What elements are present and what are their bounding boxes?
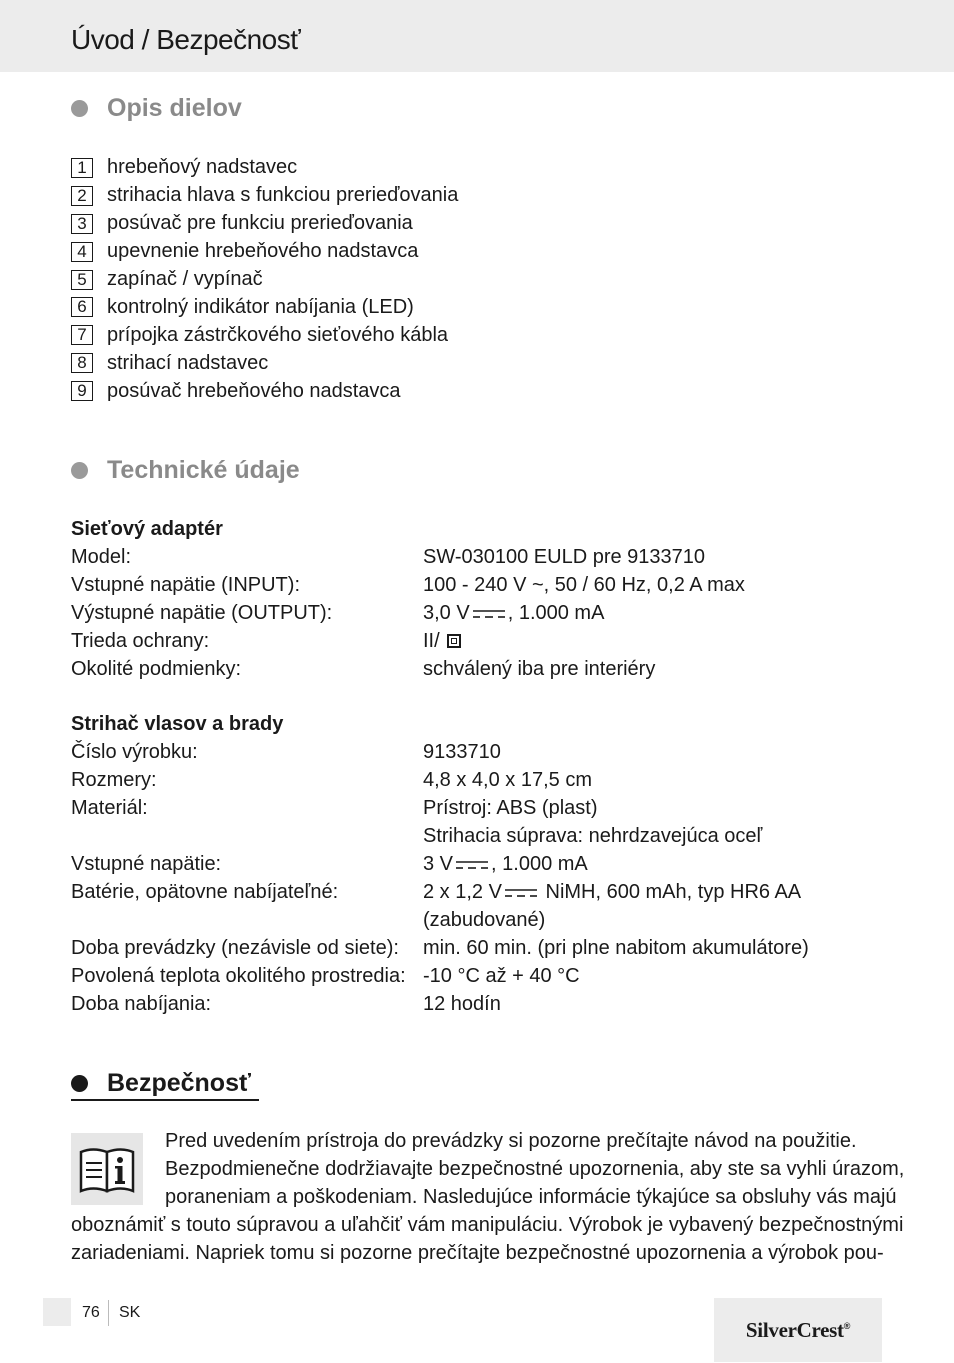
- spec-row: [71, 627, 893, 655]
- info-book-icon: [71, 1133, 143, 1205]
- part-label: zapínač / vypínač: [107, 268, 263, 290]
- bullet-dot-icon: [71, 462, 88, 479]
- protection-class: II/: [423, 630, 440, 652]
- part-label: hrebeňový nadstavec: [107, 156, 298, 179]
- part-number: 4: [71, 242, 93, 262]
- list-item: [71, 266, 458, 294]
- bullet-dot-icon: [71, 1075, 88, 1092]
- spec-row: [71, 543, 893, 571]
- part-label: prípojka zástrčkového sieťového kábla: [107, 323, 449, 346]
- spec-label: Trieda ochrany:: [71, 630, 210, 652]
- spec-row: [71, 822, 893, 850]
- spec-value: -10 °C až + 40 °C: [423, 965, 580, 987]
- safety-heading: [71, 1069, 251, 1098]
- page-number: 76: [82, 1304, 100, 1321]
- spec-label: Povolená teplota okolitého prostredia:: [71, 965, 406, 987]
- battery-voltage: 2 x 1,2 V: [423, 881, 502, 903]
- list-item: [71, 210, 458, 238]
- spec-row: [71, 738, 893, 766]
- output-voltage: 3,0 V: [423, 602, 470, 624]
- safety-line: Pred uvedením prístroja do prevádzky si pozorne prečítajte návod na použitie.: [165, 1130, 857, 1152]
- footer-divider: [108, 1300, 109, 1326]
- spec-label: Číslo výrobku:: [71, 741, 198, 763]
- part-number: 3: [71, 214, 93, 234]
- spec-label: Vstupné napätie (INPUT):: [71, 574, 300, 596]
- spec-label: [71, 906, 423, 934]
- spec-value: [423, 627, 893, 655]
- spec-value: [423, 599, 893, 627]
- registered-mark: ®: [843, 1320, 851, 1331]
- direct-current-icon: [455, 860, 489, 870]
- direct-current-icon: [504, 888, 538, 898]
- part-number: 1: [71, 158, 93, 178]
- part-label: strihací nadstavec: [107, 351, 269, 374]
- spec-label: Rozmery:: [71, 769, 157, 791]
- parts-heading: [71, 94, 242, 123]
- list-item: [71, 349, 458, 377]
- parts-heading-text: Opis dielov: [107, 94, 242, 122]
- spec-value: SW-030100 EULD pre 9133710: [423, 546, 706, 568]
- spec-label: Vstupné napätie:: [71, 853, 222, 875]
- spec-row: [71, 599, 893, 627]
- spec-label: Doba prevádzky (nezávisle od siete):: [71, 937, 399, 959]
- part-label: posúvač hrebeňového nadstavca: [107, 379, 401, 402]
- list-item: [71, 293, 458, 321]
- language-code: SK: [119, 1304, 141, 1321]
- part-number: 6: [71, 297, 93, 317]
- spec-label: Okolité podmienky:: [71, 658, 242, 680]
- spec-value: 4,8 x 4,0 x 17,5 cm: [423, 769, 592, 791]
- part-label: kontrolný indikátor nabíjania (LED): [107, 295, 414, 318]
- spec-row: [71, 990, 893, 1018]
- spec-value: Prístroj: ABS (plast): [423, 797, 598, 819]
- part-number: 7: [71, 325, 93, 345]
- spec-label: Batérie, opätovne nabíjateľné:: [71, 881, 339, 903]
- spec-row: [71, 850, 893, 878]
- safety-heading-text: Bezpečnosť: [107, 1069, 251, 1097]
- spec-row: [71, 934, 893, 962]
- part-label: upevnenie hrebeňového nadstavca: [107, 240, 419, 263]
- part-label: posúvač pre funkciu prerieďovania: [107, 212, 413, 235]
- list-item: [71, 182, 458, 210]
- spec-label: Materiál:: [71, 797, 148, 819]
- spec-value: (zabudované): [423, 909, 546, 931]
- list-item: [71, 321, 458, 349]
- part-number: 5: [71, 270, 93, 290]
- spec-value: 9133710: [423, 741, 501, 763]
- spec-row: [71, 655, 893, 683]
- part-number: 2: [71, 186, 93, 206]
- heading-underline: [71, 1099, 259, 1101]
- safety-line: zariadeniami. Napriek tomu si pozorne prečítajte bezpečnostné upozornenia a výrobok pou-: [71, 1242, 884, 1264]
- double-insulation-icon: [447, 634, 461, 648]
- spec-value: Strihacia súprava: nehrdzavejúca oceľ: [423, 825, 763, 847]
- footer-marker: [43, 1298, 71, 1326]
- trimmer-specs: [71, 710, 893, 1018]
- spec-value: [423, 850, 893, 878]
- output-current: , 1.000 mA: [507, 602, 605, 624]
- spec-value: 12 hodín: [423, 993, 501, 1015]
- spec-value: 100 - 240 V ~, 50 / 60 Hz, 0,2 A max: [423, 574, 745, 596]
- brand-logo: [714, 1298, 882, 1362]
- part-label: strihacia hlava s funkciou prerieďovania: [107, 184, 459, 207]
- safety-line: Bezpodmienečne dodržiavajte bezpečnostné upozornenia, aby ste sa vyhli úrazom,: [165, 1158, 905, 1180]
- spec-value: min. 60 min. (pri plne nabitom akumulátore): [423, 937, 809, 959]
- spec-label: Model:: [71, 546, 132, 568]
- battery-type: NiMH, 600 mAh, typ HR6 AA: [539, 881, 802, 903]
- bullet-dot-icon: [71, 100, 88, 117]
- safety-line: oboznámiť s touto súpravou a uľahčiť vám manipuláciu. Výrobok je vybavený bezpečnostnými: [71, 1214, 904, 1236]
- adapter-title: Sieťový adaptér: [71, 518, 223, 540]
- input-voltage: 3 V: [423, 853, 454, 875]
- brand-name: [746, 1318, 850, 1343]
- part-number: 8: [71, 353, 93, 373]
- spec-label: Výstupné napätie (OUTPUT):: [71, 602, 333, 624]
- trimmer-title: Strihač vlasov a brady: [71, 713, 284, 735]
- spec-row: [71, 794, 893, 822]
- list-item: [71, 377, 458, 405]
- spec-row: [71, 878, 893, 906]
- spec-row: [71, 766, 893, 794]
- tech-heading: [71, 456, 300, 485]
- spec-row: [71, 906, 893, 934]
- spec-row: [71, 571, 893, 599]
- tech-heading-text: Technické údaje: [107, 456, 300, 484]
- safety-line: poraneniam a poškodeniam. Nasledujúce informácie týkajúce sa obsluhy vás majú: [165, 1186, 897, 1208]
- spec-value: [423, 878, 893, 906]
- input-current: , 1.000 mA: [491, 853, 588, 875]
- spec-value: schválený iba pre interiéry: [423, 658, 656, 680]
- part-number: 9: [71, 381, 93, 401]
- parts-list: [71, 154, 458, 405]
- spec-label: [71, 822, 423, 850]
- spec-label: Doba nabíjania:: [71, 993, 212, 1015]
- adapter-specs: [71, 515, 893, 683]
- book-icon-graphic: [71, 1133, 143, 1205]
- direct-current-icon: [472, 609, 506, 619]
- list-item: [71, 154, 458, 182]
- page-title: Úvod / Bezpečnosť: [71, 24, 301, 55]
- list-item: [71, 238, 458, 266]
- spec-row: [71, 962, 893, 990]
- brand-name-text: SilverCrest: [745, 1317, 844, 1342]
